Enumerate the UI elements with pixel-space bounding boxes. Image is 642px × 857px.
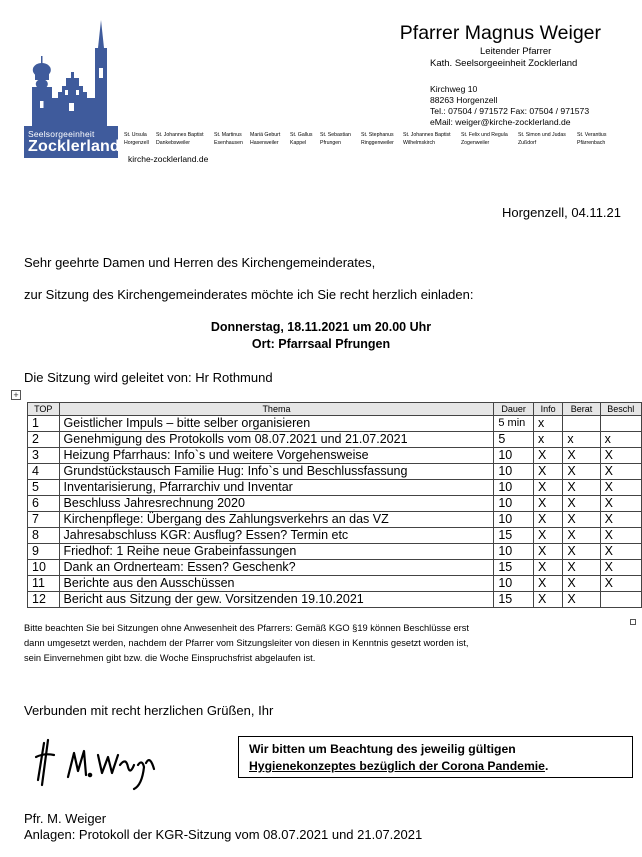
logo-line-1: Seelsorgeeinheit [28,129,95,139]
salutation: Sehr geehrte Damen und Herren des Kirchengemeinderates, [24,255,376,270]
table-row [28,432,642,448]
header-top: TOP [28,403,60,416]
cell-dauer: 10 [494,464,534,480]
note-line: Bitte beachten Sie bei Sitzungen ohne Anwesenheit des Pfarrers: Gemäß KGO §19 können Beschlüsse erst [24,623,469,633]
cell-dauer: 10 [494,496,534,512]
table-row [28,416,642,432]
table-row [28,560,642,576]
cell-info: x [533,432,562,448]
table-row [28,480,642,496]
parish-list [124,132,624,152]
closing: Verbunden mit recht herzlichen Grüßen, Ihr [24,703,274,718]
meeting-chair: Die Sitzung wird geleitet von: Hr Rothmund [24,370,273,385]
header-berat: Berat [563,403,600,416]
cell-info: X [533,448,562,464]
cell-info: X [533,560,562,576]
parish-item: St. Felix und Regula Zogenweiler [461,132,508,146]
cell-top: 9 [28,544,60,560]
agenda-table [27,402,642,608]
cell-top: 10 [28,560,60,576]
cell-beschl: X [600,528,641,544]
parish-item: St. Martinus Esenhausen [214,132,243,146]
cell-beschl: X [600,576,641,592]
table-row [28,592,642,608]
cell-top: 11 [28,576,60,592]
cell-berat: X [563,576,600,592]
parish-item: St. Johannes Baptist Dankebsweiler [156,132,204,146]
cell-berat: x [563,432,600,448]
cell-dauer: 15 [494,592,534,608]
cell-beschl: X [600,560,641,576]
cell-top: 4 [28,464,60,480]
cell-info: X [533,576,562,592]
cell-top: 1 [28,416,60,432]
cell-dauer: 10 [494,576,534,592]
header-info: Info [533,403,562,416]
note-line: sein Einvernehmen gibt bzw. die Woche Einspruchsfrist abgelaufen ist. [24,653,316,663]
address-phone: Tel.: 07504 / 971572 Fax: 07504 / 971573 [430,106,590,116]
cell-beschl: X [600,512,641,528]
table-row [28,528,642,544]
cell-thema: Friedhof: 1 Reihe neue Grabeinfassungen [59,544,494,560]
parish-item: St. Sebastian Pfrungen [320,132,351,146]
cell-berat: X [563,464,600,480]
cell-thema: Beschluss Jahresrechnung 2020 [59,496,494,512]
table-row [28,496,642,512]
cell-dauer: 15 [494,528,534,544]
cell-beschl: X [600,464,641,480]
parish-item: St. Verantius Pfärrenbach [577,132,607,146]
cell-dauer: 10 [494,480,534,496]
cell-top: 6 [28,496,60,512]
cell-berat: X [563,544,600,560]
cell-info: X [533,480,562,496]
cell-top: 8 [28,528,60,544]
hygiene-notice-box [238,736,633,778]
sender-name: Pfarrer Magnus Weiger [399,22,601,44]
cell-top: 7 [28,512,60,528]
sender-unit: Kath. Seelsorgeeinheit Zocklerland [430,58,578,69]
cell-thema: Bericht aus Sitzung der gew. Vorsitzenden 19.10.2021 [59,592,494,608]
cell-beschl: X [600,480,641,496]
cell-berat: X [563,496,600,512]
table-move-handle-icon[interactable]: + [11,390,21,400]
signer-name: Pfr. M. Weiger [24,811,107,826]
cell-beschl: X [600,496,641,512]
invitation-text: zur Sitzung des Kirchengemeinderates möchte ich Sie recht herzlich einladen: [24,287,474,302]
table-header-row [28,403,642,416]
cell-info: x [533,416,562,432]
cell-berat: X [563,560,600,576]
table-row [28,448,642,464]
table-row [28,576,642,592]
cell-thema: Genehmigung des Protokolls vom 08.07.2021 und 21.07.2021 [59,432,494,448]
parish-item: St. Gallus Kappel [290,132,313,146]
header-thema: Thema [59,403,494,416]
attachments-line: Anlagen: Protokoll der KGR-Sitzung vom 08.07.2021 und 21.07.2021 [24,827,423,842]
cell-berat [563,416,600,432]
cell-thema: Grundstückstausch Familie Hug: Info`s und Beschlussfassung [59,464,494,480]
cell-info: X [533,544,562,560]
cell-thema: Geistlicher Impuls – bitte selber organisieren [59,416,494,432]
cell-info: X [533,464,562,480]
cell-info: X [533,512,562,528]
cell-beschl: x [600,432,641,448]
cell-info: X [533,592,562,608]
cell-thema: Dank an Ordnerteam: Essen? Geschenk? [59,560,494,576]
cell-berat: X [563,512,600,528]
cell-berat: X [563,480,600,496]
table-row [28,464,642,480]
cell-dauer: 15 [494,560,534,576]
notice-line-2: Hygienekonzeptes bezüglich der Corona Pandemie. [249,759,549,773]
parish-item: St. Simon und Judas Zußdorf [518,132,566,146]
cell-info: X [533,496,562,512]
parish-item: St. Ursula Horgenzell [124,132,149,146]
cell-berat: X [563,448,600,464]
cell-dauer: 10 [494,448,534,464]
cell-beschl [600,416,641,432]
table-row [28,512,642,528]
date-line: Horgenzell, 04.11.21 [501,205,621,220]
notice-line-1: Wir bitten um Beachtung des jeweilig gültigen [249,742,516,756]
cell-top: 12 [28,592,60,608]
cell-thema: Kirchenpflege: Übergang des Zahlungsverkehrs an das VZ [59,512,494,528]
cell-dauer: 5 min [494,416,534,432]
handwritten-signature [30,735,160,795]
sender-role: Leitender Pfarrer [480,46,552,57]
cell-thema: Inventarisierung, Pfarrarchiv und Inventar [59,480,494,496]
header-beschl: Beschl [600,403,641,416]
cell-beschl: X [600,544,641,560]
meeting-place: Ort: Pfarrsaal Pfrungen [251,337,391,351]
parish-item: Mariä Geburt Hasenweiler [250,132,281,146]
cell-dauer: 10 [494,512,534,528]
header-dauer: Dauer [494,403,534,416]
cell-top: 3 [28,448,60,464]
cell-top: 5 [28,480,60,496]
website-link[interactable]: kirche-zocklerland.de [128,154,209,164]
cell-beschl: X [600,448,641,464]
address-street: Kirchweg 10 [430,84,478,94]
note-line: dann umgesetzt werden, nachdem der Pfarrer vom Sitzungsleiter von diesen in Kenntnis gesetzt worden ist, [24,638,469,648]
parish-item: St. Stephanus Ringgenweiler [361,132,394,146]
address-city: 88263 Horgenzell [430,95,498,105]
address-email: eMail: weiger@kirche-zocklerland.de [430,117,571,127]
table-row [28,544,642,560]
meeting-date: Donnerstag, 18.11.2021 um 20.00 Uhr [210,320,432,334]
cell-thema: Jahresabschluss KGR: Ausflug? Essen? Termin etc [59,528,494,544]
cell-beschl [600,592,641,608]
cell-thema: Berichte aus den Ausschüssen [59,576,494,592]
cell-thema: Heizung Pfarrhaus: Info`s und weitere Vorgehensweise [59,448,494,464]
logo-banner [24,126,121,158]
cell-berat: X [563,528,600,544]
table-resize-handle-icon[interactable] [630,619,636,625]
cell-berat: X [563,592,600,608]
logo-line-2: Zocklerland [28,138,121,155]
cell-dauer: 10 [494,544,534,560]
cell-info: X [533,528,562,544]
cell-top: 2 [28,432,60,448]
cell-dauer: 5 [494,432,534,448]
parish-item: St. Johannes Baptist Wilhelmskirch [403,132,451,146]
